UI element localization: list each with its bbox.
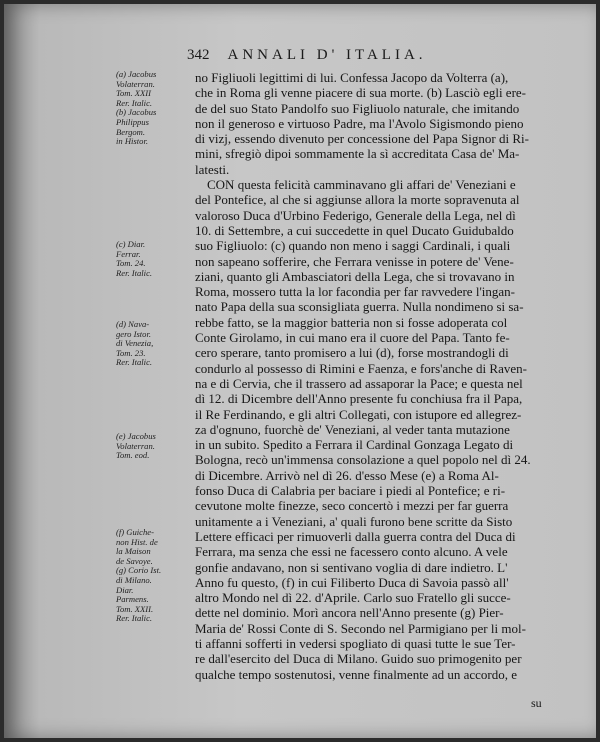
note-line: Rer. Italic. (116, 267, 153, 278)
note-line: Rer. Italic. (116, 357, 153, 368)
text-line: Bologna, recò un'immensa consolazione a quel popolo nel dì 24. (195, 452, 531, 468)
note-line: Volaterran. (116, 440, 155, 451)
text-line: de del suo Stato Pandolfo suo Figliuolo naturale, che imitando (195, 100, 520, 116)
note-line: Ferrar. (116, 248, 141, 259)
note-line: Tom. XXII (116, 88, 152, 99)
text-line: del Pontefice, al che si aggiunse allora la morte sopravenuta al (195, 192, 520, 208)
page-number: 342 (187, 47, 210, 63)
text-line: Ferrara, ma senza che essi ne facessero conto alcuno. A vele (195, 544, 508, 560)
note-line: di Venezia, (116, 338, 154, 349)
margin-note (116, 432, 196, 461)
text-line: re dall'esercito del Duca di Milano. Guido suo primogenito per (195, 651, 522, 667)
text-line: di vizj, essendo divenuto per concessione del Papa Signor di Ri- (195, 131, 529, 147)
note-line: non Hist. de (116, 536, 158, 547)
margin-note (116, 320, 196, 368)
note-line: (a) Jacobus (116, 69, 157, 79)
text-line: na e di Cervia, che il trassero ad assaporar la Pace; e questa nel (195, 375, 523, 391)
text-line: Conte Girolamo, in cui mano era il cuore del Papa. Tanto fe- (195, 330, 510, 346)
text-line: ziani, quanto gli Ambasciatori della Lega, che si trovavano in (195, 268, 515, 284)
text-line: qualche tempo sostenutosi, venne finalmente ad un accordo, e (195, 666, 518, 682)
text-line: altro Mondo nel dì 22. d'Aprile. Carlo suo Fratello gli succe- (195, 590, 511, 606)
note-line: (b) Jacobus (116, 107, 157, 118)
note-line: Diar. (116, 584, 134, 595)
note-line: Rer. Italic. (116, 613, 153, 624)
text-line: dì 12. di Dicembre dell'Anno presente fu conchiusa fra il Papa, (195, 391, 523, 407)
text-line: che in Roma gli venne piacere di sua morte. (b) Lasciò egli ere- (195, 85, 527, 101)
note-line: Rer. Italic. (116, 97, 153, 108)
text-line: latesti. (195, 161, 230, 177)
text-line: rebbe fatto, se la maggior batteria non si fosse adoperata col (195, 314, 508, 330)
text-line: valoroso Duca d'Urbino Federigo, Generale della Lega, nel dì (195, 207, 516, 223)
text-line: non il generoso e virtuoso Padre, ma l'Avolo Sigismondo pieno (195, 115, 524, 131)
note-line: Tom. eod. (116, 450, 150, 461)
margin-note (116, 70, 196, 147)
margin-notes (116, 4, 192, 738)
catchword: su (531, 696, 542, 710)
text-line: non sapeano sofferire, che Ferrara venisse in potere de' Vene- (195, 253, 514, 269)
text-line: gonfie andavano, non si sentivano voglia di dare indietro. L' (195, 559, 508, 575)
text-line: Anno fu questo, (f) in cui Filiberto Duca di Savoia passò all' (195, 574, 509, 590)
page-header (187, 46, 547, 68)
text-line: Maria de' Rossi Conte di S. Secondo nel Parmigiano per li mol- (195, 620, 526, 636)
text-line: za d'ognuno, fuorchè de' Veneziani, al veder tanta mutazione (195, 421, 510, 437)
text-line: 10. di Settembre, a cui succedette in quel Ducato Guidubaldo (195, 222, 514, 238)
text-line: in un subito. Spedito a Ferrara il Cardinal Gonzaga Legato di (195, 437, 514, 453)
text-line: suo Figliuolo: (c) quando non meno i saggi Cardinali, i quali (195, 238, 511, 254)
text-line: Lettere efficaci per rimuoverli dalla guerra contra del Duca di (195, 528, 516, 544)
text-line: fonso Duca di Calabria per baciare i piedi al Pontefice; e ri- (195, 483, 506, 499)
note-line: Tom. 24. (116, 258, 146, 269)
note-line: (d) Nava- (116, 319, 150, 329)
text-line: nato Papa della sua sconsigliata guerra. Nulla nondimeno si sa- (195, 299, 524, 315)
note-line: Bergom. (116, 126, 146, 137)
note-line: gero Istor. (116, 328, 152, 339)
note-line: in Histor. (116, 136, 148, 147)
note-line: (c) Diar. (116, 239, 146, 249)
text-line: CON questa felicità camminavano gli affari de' Veneziani e (207, 177, 516, 193)
text-line: no Figliuoli legittimi di lui. Confessa Jacopo da Volterra (a), (195, 70, 509, 85)
margin-note (116, 240, 196, 278)
note-line: Tom. 23. (116, 347, 146, 358)
text-line: cevutone molte finezze, seco concertò i mezzi per far guerra (195, 498, 509, 514)
note-line: (f) Guiche- (116, 527, 154, 537)
note-line: Philippus (116, 116, 149, 127)
text-line: Roma, mossero tutta la lor facondia per far ravvedere l'ingan- (195, 284, 515, 300)
note-line: (e) Jacobus (116, 431, 156, 441)
running-title: ANNALI D' ITALIA. (227, 47, 427, 63)
body-text (195, 70, 560, 682)
note-line: di Milano. (116, 574, 152, 585)
margin-note (116, 528, 196, 624)
text-line: di Dicembre. Arrivò nel dì 26. d'esso Mese (e) a Roma Al- (195, 467, 499, 483)
note-line: (g) Corio Ist. (116, 565, 162, 576)
note-line: de Savoye. (116, 555, 153, 566)
note-line: Parmens. (116, 594, 149, 605)
text-line: condurlo al possesso di Rimini e Faenza, e fors'anche di Raven- (195, 360, 527, 376)
text-line: mini, sfregiò dipoi sommamente la sì accreditata Casa de' Ma- (195, 146, 520, 162)
text-line: unitamente a i Veneziani, a' quali furono bene scritte da Sisto (195, 513, 513, 529)
text-line: il Re Ferdinando, e gli altri Collegati, con istupore ed allegrez- (195, 406, 522, 422)
note-line: la Maison (116, 546, 151, 557)
text-line: dette nel dominio. Morì ancora nell'Anno presente (g) Pier- (195, 605, 504, 621)
note-line: Volaterran. (116, 78, 155, 89)
text-line: cero sperare, tanto promisero a lui (d), forse mostrandogli di (195, 345, 509, 361)
text-line: ti affanni sofferti in vedersi spogliato di quasi tutte le sue Ter- (195, 635, 516, 651)
book-page (4, 4, 596, 738)
note-line: Tom. XXII. (116, 603, 154, 614)
